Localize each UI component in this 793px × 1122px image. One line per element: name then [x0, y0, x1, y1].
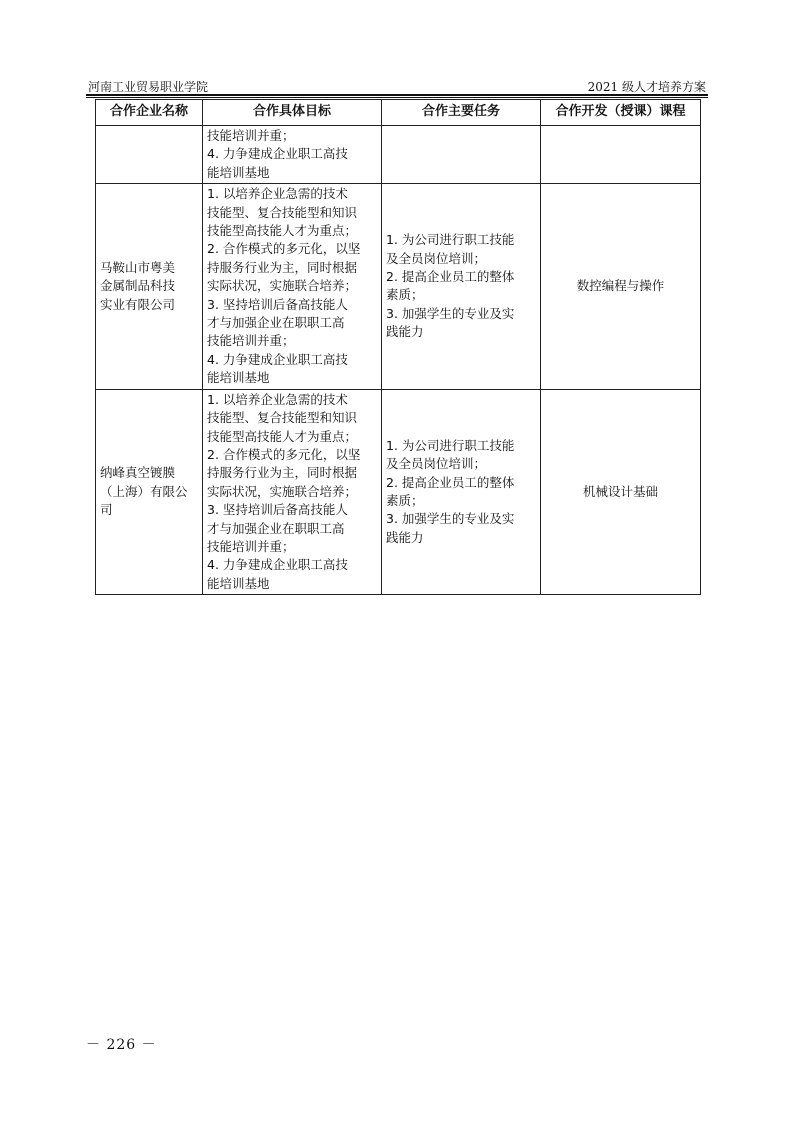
goal-line: 2. 合作模式的多元化，以坚	[207, 241, 361, 257]
company-cell	[96, 184, 203, 389]
column-header-tasks: 合作主要任务	[382, 100, 541, 126]
goal-line: 技能型、复合技能型和知识	[207, 204, 358, 220]
goals-cell	[203, 184, 382, 389]
table-row	[96, 389, 701, 594]
goal-line: 实际状况，实施联合培养；	[207, 483, 358, 499]
company-name-line: 纳峰真空镀膜	[100, 465, 176, 481]
task-line: 2. 提高企业员工的整体	[386, 474, 515, 490]
company-name-line: （上海）有限公	[100, 483, 188, 499]
task-line: 2. 提高企业员工的整体	[386, 269, 515, 285]
tasks-cell	[382, 389, 541, 594]
goal-line: 4. 力争建成企业职工高技	[207, 351, 348, 367]
goal-line: 能培训基地	[207, 370, 270, 386]
table-row	[96, 126, 701, 184]
goal-line: 2. 合作模式的多元化，以坚	[207, 446, 361, 462]
column-header-course: 合作开发（授课）课程	[541, 100, 701, 126]
goal-line: 才与加强企业在职职工高	[207, 520, 345, 536]
goal-line: 技能型高技能人才为重点；	[207, 223, 358, 239]
company-name-line: 马鞍山市粤美	[100, 259, 176, 275]
goal-line: 3. 坚持培训后备高技能人	[207, 502, 348, 518]
goal-line: 1. 以培养企业急需的技术	[207, 186, 348, 202]
goal-line: 才与加强企业在职职工高	[207, 315, 345, 331]
tasks-cell	[382, 126, 541, 184]
header-rule-thin	[86, 97, 708, 98]
company-name-line: 金属制品科技	[100, 278, 176, 294]
header-rule	[86, 94, 708, 96]
goal-line: 4. 力争建成企业职工高技	[207, 146, 348, 162]
task-line: 3. 加强学生的专业及实	[386, 305, 515, 321]
column-header-company: 合作企业名称	[96, 100, 203, 126]
task-line: 及全员岗位培训；	[386, 250, 487, 266]
task-line: 素质；	[386, 492, 424, 508]
task-line: 3. 加强学生的专业及实	[386, 511, 515, 527]
course-cell: 机械设计基础	[541, 389, 701, 594]
course-cell	[541, 126, 701, 184]
goal-line: 技能培训并重；	[207, 538, 295, 554]
goal-line: 能培训基地	[207, 164, 270, 180]
page-header	[86, 78, 708, 95]
company-cell	[96, 126, 203, 184]
goal-line: 持服务行业为主，同时根据	[207, 259, 358, 275]
goal-line: 技能型、复合技能型和知识	[207, 410, 358, 426]
goal-line: 技能培训并重；	[207, 333, 295, 349]
goal-line: 3. 坚持培训后备高技能人	[207, 296, 348, 312]
goal-line: 能培训基地	[207, 575, 270, 591]
task-line: 践能力	[386, 529, 424, 545]
goal-line: 持服务行业为主，同时根据	[207, 465, 358, 481]
goals-cell	[203, 126, 382, 184]
company-name-line: 实业有限公司	[100, 296, 176, 312]
institution-name: 河南工业贸易职业学院	[88, 80, 209, 94]
company-cell	[96, 389, 203, 594]
task-line: 践能力	[386, 324, 424, 340]
goal-line: 4. 力争建成企业职工高技	[207, 557, 348, 573]
table-row	[96, 184, 701, 389]
cooperation-table	[95, 99, 701, 595]
tasks-cell	[382, 184, 541, 389]
task-line: 1. 为公司进行职工技能	[386, 232, 515, 248]
goals-cell	[203, 389, 382, 594]
company-name-line: 司	[100, 502, 113, 518]
table-header-row	[96, 100, 701, 126]
goal-line: 技能培训并重；	[207, 128, 295, 143]
task-line: 及全员岗位培训；	[386, 456, 487, 472]
goal-line: 技能型高技能人才为重点；	[207, 428, 358, 444]
document-title: 2021 级人才培养方案	[587, 80, 706, 94]
course-cell: 数控编程与操作	[541, 184, 701, 389]
page-number: － 226 －	[86, 1037, 157, 1053]
column-header-goals: 合作具体目标	[203, 100, 382, 126]
task-line: 素质；	[386, 287, 424, 303]
task-line: 1. 为公司进行职工技能	[386, 437, 515, 453]
goal-line: 1. 以培养企业急需的技术	[207, 391, 348, 407]
goal-line: 实际状况，实施联合培养；	[207, 278, 358, 294]
